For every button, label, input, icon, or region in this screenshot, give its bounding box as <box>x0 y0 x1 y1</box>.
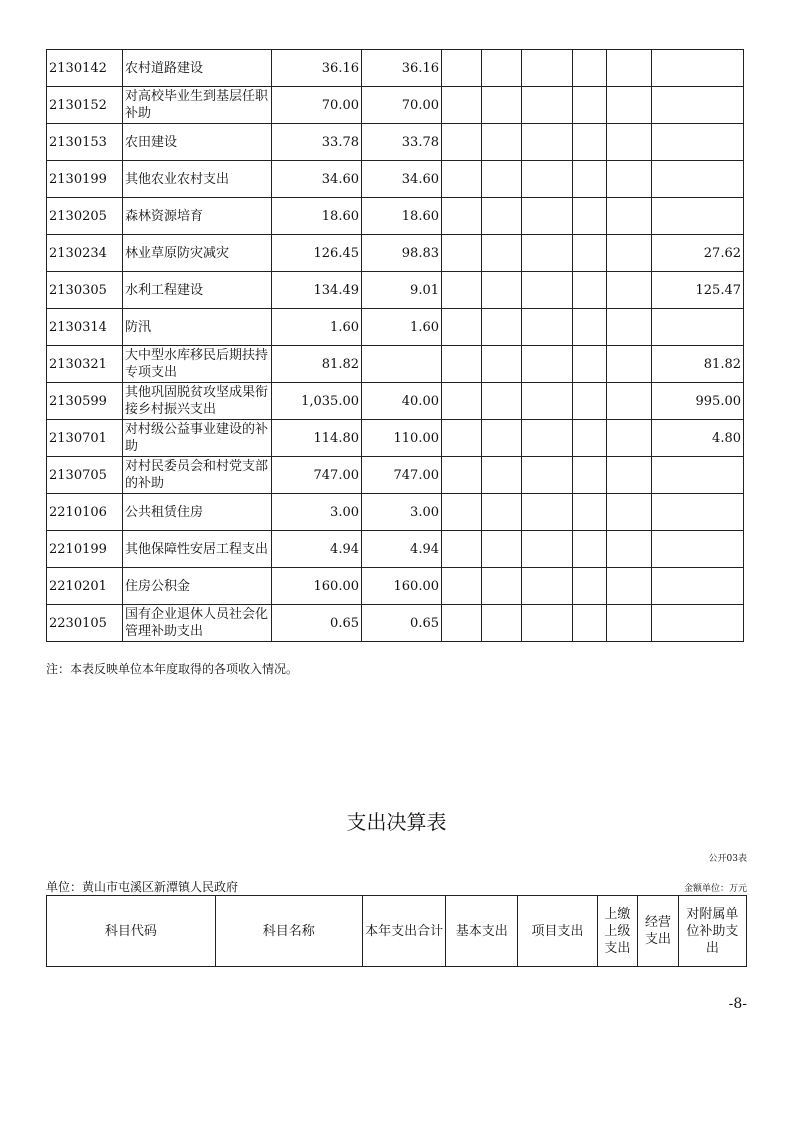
empty-cell <box>573 87 607 124</box>
table-row <box>47 50 744 87</box>
other-income-cell <box>652 198 744 235</box>
empty-cell <box>482 161 522 198</box>
header-cell: 基本支出 <box>446 896 518 967</box>
empty-cell <box>482 235 522 272</box>
table-row <box>47 346 744 383</box>
other-income-cell <box>652 568 744 605</box>
empty-cell <box>573 531 607 568</box>
empty-cell <box>522 494 573 531</box>
subject-code-cell: 2230105 <box>47 605 123 642</box>
empty-cell <box>442 309 482 346</box>
table-row <box>47 457 744 494</box>
empty-cell <box>522 568 573 605</box>
empty-cell <box>573 309 607 346</box>
empty-cell <box>442 50 482 87</box>
form-id: 公开03表 <box>708 854 747 864</box>
table-row <box>47 531 744 568</box>
amount-cell: 1.60 <box>362 309 442 346</box>
empty-cell <box>522 605 573 642</box>
header-cell: 上缴上级支出 <box>597 896 638 967</box>
empty-cell <box>482 309 522 346</box>
empty-cell <box>442 124 482 161</box>
header-cell: 经营支出 <box>638 896 679 967</box>
subject-code-cell: 2210201 <box>47 568 123 605</box>
table-row <box>47 161 744 198</box>
subject-name-cell: 其他农业农村支出 <box>123 161 272 198</box>
other-income-cell <box>652 161 744 198</box>
empty-cell <box>522 235 573 272</box>
empty-cell <box>607 568 652 605</box>
empty-cell <box>442 494 482 531</box>
empty-cell <box>573 346 607 383</box>
other-income-cell <box>652 50 744 87</box>
empty-cell <box>607 235 652 272</box>
amount-cell <box>362 346 442 383</box>
subject-code-cell: 2130599 <box>47 383 123 420</box>
other-income-cell: 125.47 <box>652 272 744 309</box>
empty-cell <box>482 124 522 161</box>
table-row <box>47 383 744 420</box>
amount-cell: 40.00 <box>362 383 442 420</box>
subject-name-cell: 对村级公益事业建设的补助 <box>123 420 272 457</box>
empty-cell <box>522 309 573 346</box>
empty-cell <box>482 494 522 531</box>
empty-cell <box>522 346 573 383</box>
other-income-cell <box>652 309 744 346</box>
table-row <box>47 309 744 346</box>
empty-cell <box>522 457 573 494</box>
subject-name-cell: 水利工程建设 <box>123 272 272 309</box>
subject-code-cell: 2130199 <box>47 161 123 198</box>
empty-cell <box>522 531 573 568</box>
empty-cell <box>573 383 607 420</box>
subject-code-cell: 2130234 <box>47 235 123 272</box>
header-cell: 项目支出 <box>518 896 597 967</box>
empty-cell <box>607 346 652 383</box>
header-cell: 科目名称 <box>215 896 362 967</box>
empty-cell <box>573 235 607 272</box>
empty-cell <box>442 383 482 420</box>
table-row <box>47 568 744 605</box>
table-row <box>47 235 744 272</box>
subject-code-cell: 2210106 <box>47 494 123 531</box>
table-row <box>47 124 744 161</box>
empty-cell <box>522 124 573 161</box>
total-cell: 4.94 <box>272 531 362 568</box>
empty-cell <box>607 309 652 346</box>
empty-cell <box>482 605 522 642</box>
subject-name-cell: 农村道路建设 <box>123 50 272 87</box>
empty-cell <box>442 87 482 124</box>
table-row <box>47 198 744 235</box>
amount-cell: 18.60 <box>362 198 442 235</box>
subject-name-cell: 其他保障性安居工程支出 <box>123 531 272 568</box>
empty-cell <box>522 198 573 235</box>
empty-cell <box>482 457 522 494</box>
amount-cell: 70.00 <box>362 87 442 124</box>
total-cell: 18.60 <box>272 198 362 235</box>
subject-name-cell: 森林资源培育 <box>123 198 272 235</box>
subject-name-cell: 对村民委员会和村党支部的补助 <box>123 457 272 494</box>
empty-cell <box>482 50 522 87</box>
other-income-cell: 81.82 <box>652 346 744 383</box>
table-row <box>47 420 744 457</box>
total-cell: 33.78 <box>272 124 362 161</box>
subject-name-cell: 住房公积金 <box>123 568 272 605</box>
total-cell: 1.60 <box>272 309 362 346</box>
income-table <box>46 49 744 642</box>
empty-cell <box>607 420 652 457</box>
total-cell: 747.00 <box>272 457 362 494</box>
subject-name-cell: 国有企业退休人员社会化管理补助支出 <box>123 605 272 642</box>
empty-cell <box>442 346 482 383</box>
amount-cell: 9.01 <box>362 272 442 309</box>
subject-name-cell: 农田建设 <box>123 124 272 161</box>
empty-cell <box>442 420 482 457</box>
total-cell: 3.00 <box>272 494 362 531</box>
header-cell: 本年支出合计 <box>362 896 445 967</box>
subject-code-cell: 2130142 <box>47 50 123 87</box>
header-cell: 科目代码 <box>47 896 216 967</box>
empty-cell <box>482 272 522 309</box>
subject-name-cell: 防汛 <box>123 309 272 346</box>
empty-cell <box>442 605 482 642</box>
empty-cell <box>522 161 573 198</box>
empty-cell <box>573 198 607 235</box>
empty-cell <box>442 272 482 309</box>
empty-cell <box>573 420 607 457</box>
empty-cell <box>607 87 652 124</box>
amount-cell: 160.00 <box>362 568 442 605</box>
total-cell: 34.60 <box>272 161 362 198</box>
subject-name-cell: 对高校毕业生到基层任职补助 <box>123 87 272 124</box>
table-row <box>47 272 744 309</box>
amount-cell: 34.60 <box>362 161 442 198</box>
subject-name-cell: 大中型水库移民后期扶持专项支出 <box>123 346 272 383</box>
empty-cell <box>482 346 522 383</box>
empty-cell <box>482 87 522 124</box>
amount-cell: 98.83 <box>362 235 442 272</box>
other-income-cell: 27.62 <box>652 235 744 272</box>
empty-cell <box>442 161 482 198</box>
unit-label: 单位：黄山市屯溪区新潭镇人民政府 <box>46 880 239 894</box>
subject-code-cell: 2130705 <box>47 457 123 494</box>
empty-cell <box>573 605 607 642</box>
other-income-cell <box>652 124 744 161</box>
total-cell: 70.00 <box>272 87 362 124</box>
empty-cell <box>573 161 607 198</box>
subject-code-cell: 2130205 <box>47 198 123 235</box>
subject-name-cell: 公共租赁住房 <box>123 494 272 531</box>
subject-code-cell: 2130305 <box>47 272 123 309</box>
empty-cell <box>573 494 607 531</box>
amount-cell: 33.78 <box>362 124 442 161</box>
empty-cell <box>482 568 522 605</box>
subject-name-cell: 其他巩固脱贫攻坚成果衔接乡村振兴支出 <box>123 383 272 420</box>
amount-cell: 747.00 <box>362 457 442 494</box>
empty-cell <box>522 272 573 309</box>
expenditure-header-row <box>47 896 747 967</box>
empty-cell <box>607 198 652 235</box>
page-number: -8- <box>728 996 747 1012</box>
empty-cell <box>482 383 522 420</box>
other-income-cell <box>652 457 744 494</box>
empty-cell <box>442 568 482 605</box>
subject-code-cell: 2130314 <box>47 309 123 346</box>
empty-cell <box>607 494 652 531</box>
total-cell: 114.80 <box>272 420 362 457</box>
empty-cell <box>573 457 607 494</box>
subject-code-cell: 2130153 <box>47 124 123 161</box>
header-cell: 对附属单位补助支出 <box>678 896 746 967</box>
empty-cell <box>442 457 482 494</box>
total-cell: 36.16 <box>272 50 362 87</box>
total-cell: 1,035.00 <box>272 383 362 420</box>
total-cell: 81.82 <box>272 346 362 383</box>
table-row <box>47 494 744 531</box>
other-income-cell: 995.00 <box>652 383 744 420</box>
amount-cell: 36.16 <box>362 50 442 87</box>
total-cell: 126.45 <box>272 235 362 272</box>
other-income-cell <box>652 494 744 531</box>
amount-cell: 110.00 <box>362 420 442 457</box>
empty-cell <box>607 50 652 87</box>
subject-code-cell: 2210199 <box>47 531 123 568</box>
total-cell: 160.00 <box>272 568 362 605</box>
other-income-cell <box>652 531 744 568</box>
empty-cell <box>522 420 573 457</box>
amount-cell: 4.94 <box>362 531 442 568</box>
table-row <box>47 87 744 124</box>
empty-cell <box>442 198 482 235</box>
empty-cell <box>607 605 652 642</box>
empty-cell <box>442 235 482 272</box>
subject-code-cell: 2130701 <box>47 420 123 457</box>
empty-cell <box>482 531 522 568</box>
amount-cell: 3.00 <box>362 494 442 531</box>
empty-cell <box>522 50 573 87</box>
empty-cell <box>522 383 573 420</box>
expenditure-table <box>46 895 747 967</box>
table-row <box>47 605 744 642</box>
empty-cell <box>442 531 482 568</box>
empty-cell <box>573 50 607 87</box>
empty-cell <box>482 420 522 457</box>
subject-name-cell: 林业草原防灾减灾 <box>123 235 272 272</box>
empty-cell <box>607 457 652 494</box>
empty-cell <box>573 124 607 161</box>
empty-cell <box>482 198 522 235</box>
empty-cell <box>607 272 652 309</box>
table-note: 注：本表反映单位本年度取得的各项收入情况。 <box>46 662 299 676</box>
empty-cell <box>607 383 652 420</box>
empty-cell <box>573 272 607 309</box>
amount-unit: 金额单位：万元 <box>683 884 747 894</box>
amount-cell: 0.65 <box>362 605 442 642</box>
other-income-cell <box>652 605 744 642</box>
subject-code-cell: 2130152 <box>47 87 123 124</box>
expenditure-title: 支出决算表 <box>346 810 447 834</box>
other-income-cell: 4.80 <box>652 420 744 457</box>
empty-cell <box>522 87 573 124</box>
subject-code-cell: 2130321 <box>47 346 123 383</box>
other-income-cell <box>652 87 744 124</box>
total-cell: 134.49 <box>272 272 362 309</box>
empty-cell <box>607 124 652 161</box>
total-cell: 0.65 <box>272 605 362 642</box>
empty-cell <box>607 161 652 198</box>
empty-cell <box>607 531 652 568</box>
empty-cell <box>573 568 607 605</box>
